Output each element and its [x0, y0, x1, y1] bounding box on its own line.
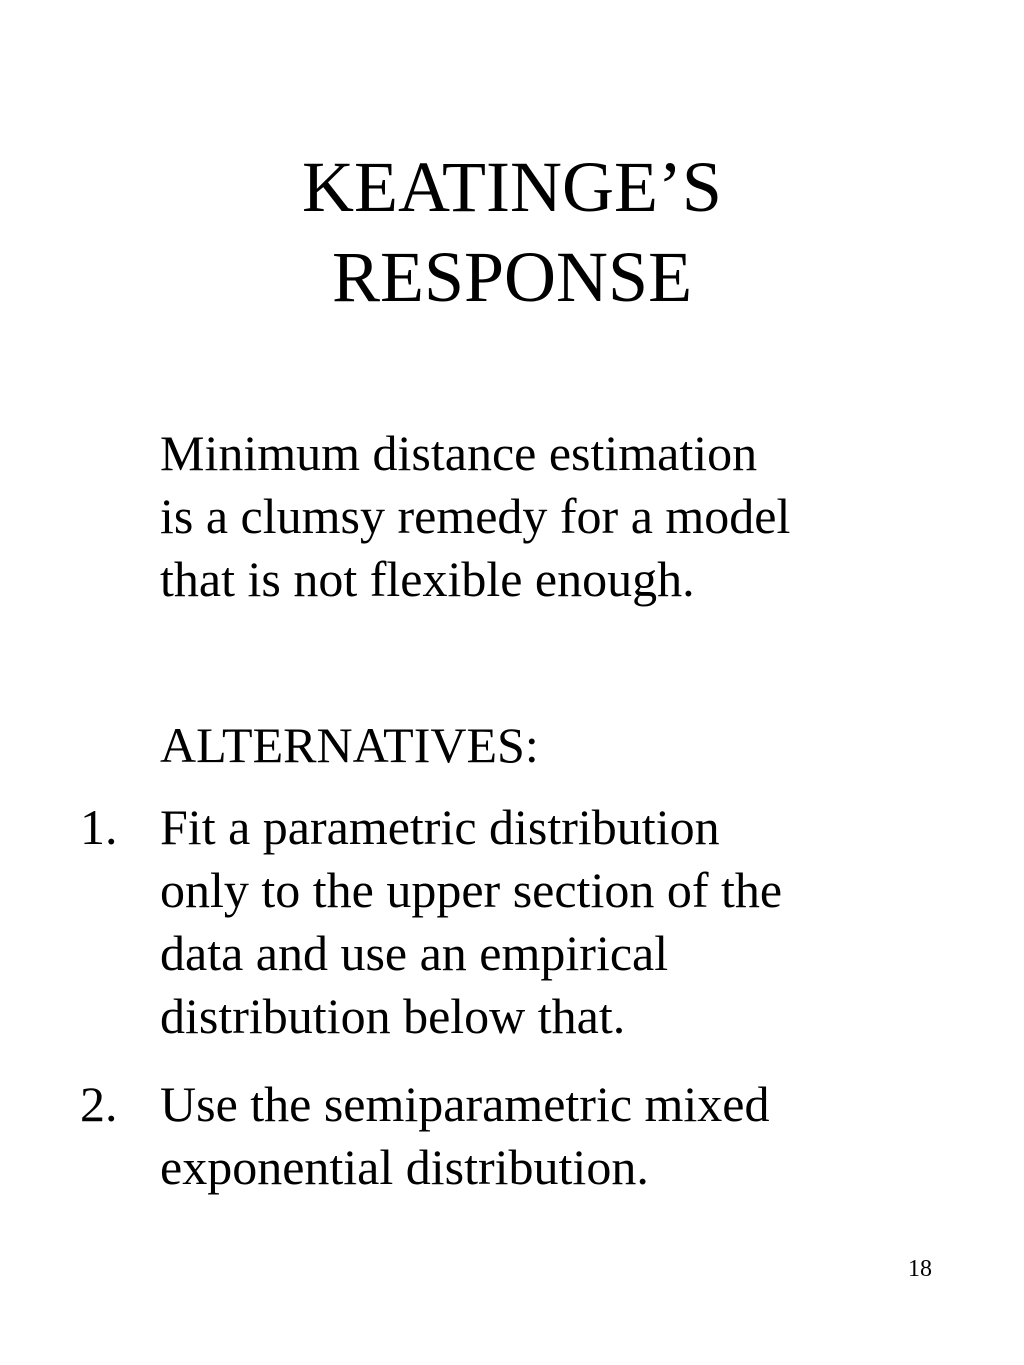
intro-line: Minimum distance estimation [160, 425, 758, 481]
list-item-number: 1. [80, 799, 118, 855]
slide-title [0, 142, 1024, 322]
list-item-number: 2. [80, 1076, 118, 1132]
list-item-line: Use the semiparametric mixed [160, 1076, 770, 1132]
list-item-line: exponential distribution. [160, 1139, 649, 1195]
list-item-text [160, 1073, 960, 1199]
page-number: 18 [908, 1256, 932, 1282]
title-line: RESPONSE [331, 237, 693, 317]
intro-line: is a clumsy remedy for a model [160, 488, 791, 544]
list-item-line: Fit a parametric distribution [160, 799, 720, 855]
alternatives-heading-text: ALTERNATIVES: [160, 717, 539, 773]
list-item-line: distribution below that. [160, 988, 626, 1044]
intro-paragraph [160, 422, 960, 611]
list-item-line: data and use an empirical [160, 925, 669, 981]
title-line: KEATINGE’S [302, 147, 722, 227]
list-item-text [160, 796, 960, 1048]
alternatives-heading [160, 714, 960, 777]
intro-line: that is not flexible enough. [160, 551, 695, 607]
list-item-line: only to the upper section of the [160, 862, 783, 918]
